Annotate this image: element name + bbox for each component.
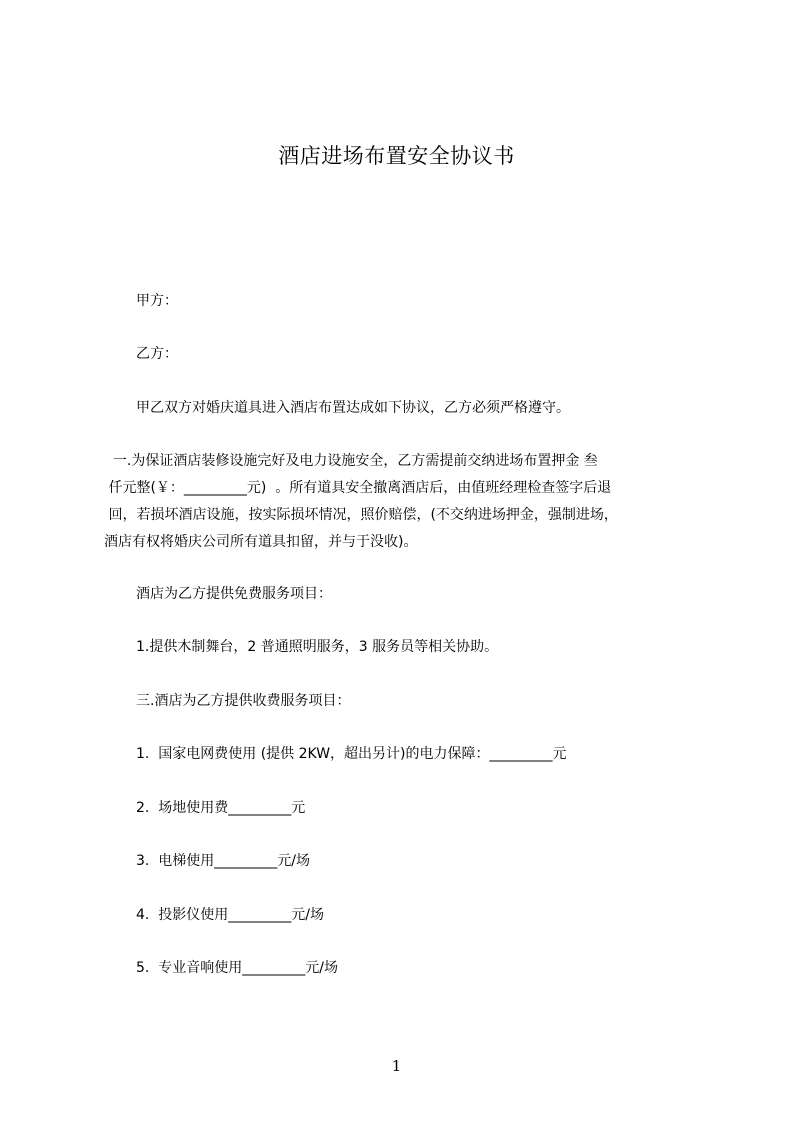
- page-number: 1: [391, 1057, 402, 1075]
- clause-one-line: 仟元整(￥：_________元) 。所有道具安全撤离酒店后，由值班经理检查签字后退: [104, 480, 612, 496]
- free-services-list: 1.提供木制舞台，2 普通照明服务，3 服务员等相关协助。: [136, 639, 499, 655]
- clause-one-line: 酒店有权将婚庆公司所有道具扣留，并与于没收)。: [104, 534, 418, 550]
- paid-item: 1. 国家电网费使用 (提供 2KW，超出另计)的电力保障：_________元: [136, 746, 567, 762]
- agreement-intro: 甲乙双方对婚庆道具进入酒店布置达成如下协议，乙方必须严格遵守。: [136, 400, 570, 416]
- clause-one-line: 回，若损坏酒店设施，按实际损坏情况，照价赔偿，(不交纳进场押金，强制进场，: [104, 507, 618, 523]
- paid-item: 2. 场地使用费_________元: [136, 800, 306, 816]
- clause-one-line: 一.为保证酒店装修设施完好及电力设施安全，乙方需提前交纳进场布置押金 叁: [104, 453, 598, 469]
- paid-item: 4. 投影仪使用_________元/场: [136, 907, 324, 923]
- paid-services-heading: 三.酒店为乙方提供收费服务项目：: [136, 693, 351, 709]
- clause-one: [104, 448, 710, 556]
- party-a-label: 甲方：: [136, 293, 178, 309]
- document-title: 酒店进场布置安全协议书: [278, 144, 515, 168]
- paid-item: 5. 专业音响使用_________元/场: [136, 960, 338, 976]
- free-services-heading: 酒店为乙方提供免费服务项目：: [136, 586, 332, 602]
- paid-item: 3. 电梯使用_________元/场: [136, 853, 310, 869]
- party-b-label: 乙方：: [136, 346, 178, 362]
